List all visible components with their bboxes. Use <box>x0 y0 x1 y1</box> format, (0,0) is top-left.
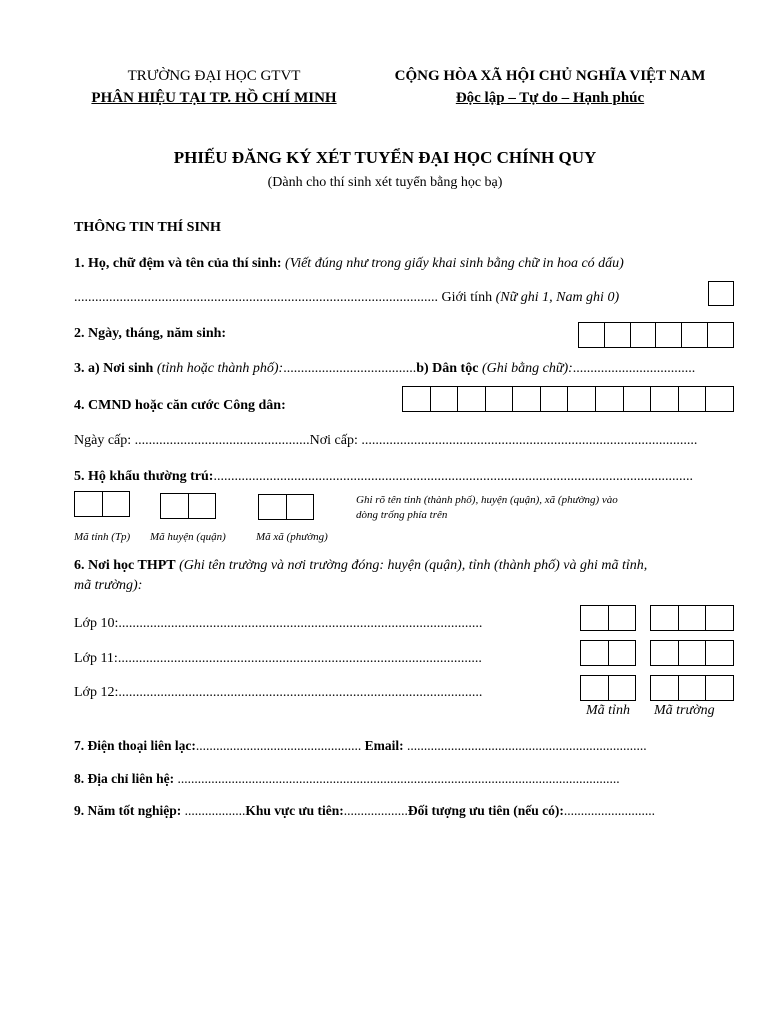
republic-name: CỘNG HÒA XÃ HỘI CHỦ NGHĨA VIỆT NAM <box>394 68 706 84</box>
grade12-field[interactable]: ........................................................................................................ <box>118 685 483 700</box>
school-code-column-label: Mã trường <box>654 703 715 718</box>
issue-date-field[interactable]: .................................................. <box>134 433 310 448</box>
priority-area-label: Khu vực ưu tiên: <box>245 803 344 818</box>
gender-label: Giới tính <box>441 290 493 305</box>
code-digit-box[interactable] <box>287 495 314 519</box>
birth-digit-box[interactable] <box>708 323 733 347</box>
priority-area-field[interactable]: ................... <box>343 803 408 818</box>
birthplace-label: 3. a) Nơi sinh <box>74 361 154 376</box>
q2-label: 2. Ngày, tháng, năm sinh: <box>74 326 227 341</box>
code-digit-box[interactable] <box>581 676 609 700</box>
code-digit-box[interactable] <box>706 676 733 700</box>
issue-place-label: Nơi cấp: <box>309 433 358 448</box>
district-code-boxes[interactable] <box>160 493 216 519</box>
q8-row <box>74 771 620 787</box>
code-digit-box[interactable] <box>609 676 636 700</box>
code-digit-box[interactable] <box>679 641 707 665</box>
q1-name-field[interactable]: ........................................................................................................ <box>74 290 438 305</box>
district-code-label: Mã huyện (quận) <box>150 531 226 543</box>
province-code-column-label: Mã tỉnh <box>586 703 630 718</box>
id-digit-box[interactable] <box>651 387 679 411</box>
code-digit-box[interactable] <box>679 676 707 700</box>
code-digit-box[interactable] <box>651 641 679 665</box>
code-digit-box[interactable] <box>651 676 679 700</box>
birthplace-hint: (tỉnh hoặc thành phố): <box>156 361 284 376</box>
branch-name: PHÂN HIỆU TẠI TP. HỒ CHÍ MINH <box>91 90 337 106</box>
grade11-row <box>74 651 482 667</box>
q1-hint: (Viết đúng như trong giấy khai sinh bằng chữ in hoa có dấu) <box>285 256 624 271</box>
code-digit-box[interactable] <box>581 641 609 665</box>
code-digit-box[interactable] <box>259 495 287 519</box>
id-digit-box[interactable] <box>403 387 431 411</box>
residence-note-line1: Ghi rõ tên tỉnh (thành phố), huyện (quận), xã (phường) vào <box>356 494 618 506</box>
id-digit-box[interactable] <box>431 387 459 411</box>
ethnicity-field[interactable]: ................................... <box>572 361 696 376</box>
birthplace-field[interactable]: ...................................... <box>283 361 417 376</box>
form-subtitle: (Dành cho thí sinh xét tuyển bằng học bạ) <box>267 175 503 190</box>
province-code-boxes[interactable] <box>74 491 130 517</box>
grade12-province-boxes[interactable] <box>580 675 636 701</box>
issue-place-field[interactable]: ................................................................................................ <box>361 433 698 448</box>
ward-code-label: Mã xã (phường) <box>256 531 328 543</box>
priority-target-label: Đối tượng ưu tiên (nếu có): <box>407 803 564 818</box>
q6-hint: (Ghi tên trường và nơi trường đóng: huyện (quận), tỉnh (thành phố) và ghi mã tỉnh, <box>179 558 648 573</box>
q9-row <box>74 803 655 819</box>
q6-row <box>74 558 647 574</box>
grade12-label: Lớp 12: <box>74 685 119 700</box>
issue-date-label: Ngày cấp: <box>74 433 132 448</box>
q1-name-line <box>74 290 619 306</box>
q1-row <box>74 256 624 272</box>
phone-field[interactable]: ................................................. <box>195 738 362 753</box>
address-field[interactable]: ................................................................................................................................... <box>177 771 620 786</box>
birth-digit-box[interactable] <box>682 323 708 347</box>
address-label: 8. Địa chỉ liên hệ: <box>74 771 175 786</box>
email-field[interactable]: ....................................................................... <box>407 738 647 753</box>
id-digit-box[interactable] <box>706 387 733 411</box>
ward-code-boxes[interactable] <box>258 494 314 520</box>
id-digit-box[interactable] <box>458 387 486 411</box>
grade11-label: Lớp 11: <box>74 651 118 666</box>
q5-label: 5. Hộ khẩu thường trú: <box>74 469 214 484</box>
grade10-school-boxes[interactable] <box>650 605 734 631</box>
code-digit-box[interactable] <box>609 641 636 665</box>
q5-row <box>74 469 693 485</box>
section-heading: THÔNG TIN THÍ SINH <box>74 220 221 235</box>
id-digit-box[interactable] <box>568 387 596 411</box>
province-code-label: Mã tỉnh (Tp) <box>74 531 131 543</box>
code-digit-box[interactable] <box>679 606 707 630</box>
grade10-province-boxes[interactable] <box>580 605 636 631</box>
school-name: TRƯỜNG ĐẠI HỌC GTVT <box>127 68 301 84</box>
residence-field[interactable]: ......................................................................................................................................... <box>213 469 693 484</box>
id-number-boxes[interactable] <box>402 386 734 412</box>
grade11-school-boxes[interactable] <box>650 640 734 666</box>
form-title: PHIẾU ĐĂNG KÝ XÉT TUYỂN ĐẠI HỌC CHÍNH QUY <box>173 148 597 167</box>
priority-target-field[interactable]: ........................... <box>563 803 656 818</box>
graduation-year-label: 9. Năm tốt nghiệp: <box>74 803 182 818</box>
email-label: Email: <box>364 738 404 753</box>
gender-hint: (Nữ ghi 1, Nam ghi 0) <box>495 290 620 305</box>
birth-digit-box[interactable] <box>656 323 682 347</box>
residence-note-line2: dòng trống phía trên <box>356 509 448 521</box>
birth-digit-box[interactable] <box>631 323 657 347</box>
ethnicity-hint: (Ghi bằng chữ): <box>481 361 573 376</box>
code-digit-box[interactable] <box>609 606 636 630</box>
q6-hint-line2: mã trường): <box>74 578 143 593</box>
id-digit-box[interactable] <box>541 387 569 411</box>
grade10-field[interactable]: ........................................................................................................ <box>118 616 483 631</box>
birthdate-boxes[interactable] <box>578 322 734 348</box>
q4-label: 4. CMND hoặc căn cước Công dân: <box>74 398 286 413</box>
code-digit-box[interactable] <box>103 492 130 516</box>
code-digit-box[interactable] <box>189 494 216 518</box>
ethnicity-label: b) Dân tộc <box>416 361 479 376</box>
id-digit-box[interactable] <box>486 387 514 411</box>
id-digit-box[interactable] <box>513 387 541 411</box>
grade10-row <box>74 616 482 632</box>
code-digit-box[interactable] <box>651 606 679 630</box>
id-digit-box[interactable] <box>624 387 652 411</box>
q7-row <box>74 738 647 754</box>
grade12-school-boxes[interactable] <box>650 675 734 701</box>
q4-issue-row <box>74 433 697 449</box>
q1-label: 1. Họ, chữ đệm và tên của thí sinh: <box>74 256 282 271</box>
graduation-year-field[interactable]: .................. <box>184 803 246 818</box>
national-motto: Độc lập – Tự do – Hạnh phúc <box>455 90 645 106</box>
grade11-province-boxes[interactable] <box>580 640 636 666</box>
grade11-field[interactable]: ........................................................................................................ <box>117 651 482 666</box>
grade12-row <box>74 685 482 701</box>
gender-box[interactable] <box>708 281 734 306</box>
birth-digit-box[interactable] <box>605 323 631 347</box>
code-digit-box[interactable] <box>75 492 103 516</box>
id-digit-box[interactable] <box>596 387 624 411</box>
id-digit-box[interactable] <box>679 387 707 411</box>
code-digit-box[interactable] <box>706 641 733 665</box>
code-digit-box[interactable] <box>161 494 189 518</box>
q3-row <box>74 361 695 377</box>
grade10-label: Lớp 10: <box>74 616 119 631</box>
q6-label: 6. Nơi học THPT <box>74 558 176 573</box>
code-digit-box[interactable] <box>706 606 733 630</box>
birth-digit-box[interactable] <box>579 323 605 347</box>
code-digit-box[interactable] <box>581 606 609 630</box>
phone-label: 7. Điện thoại liên lạc: <box>74 738 196 753</box>
